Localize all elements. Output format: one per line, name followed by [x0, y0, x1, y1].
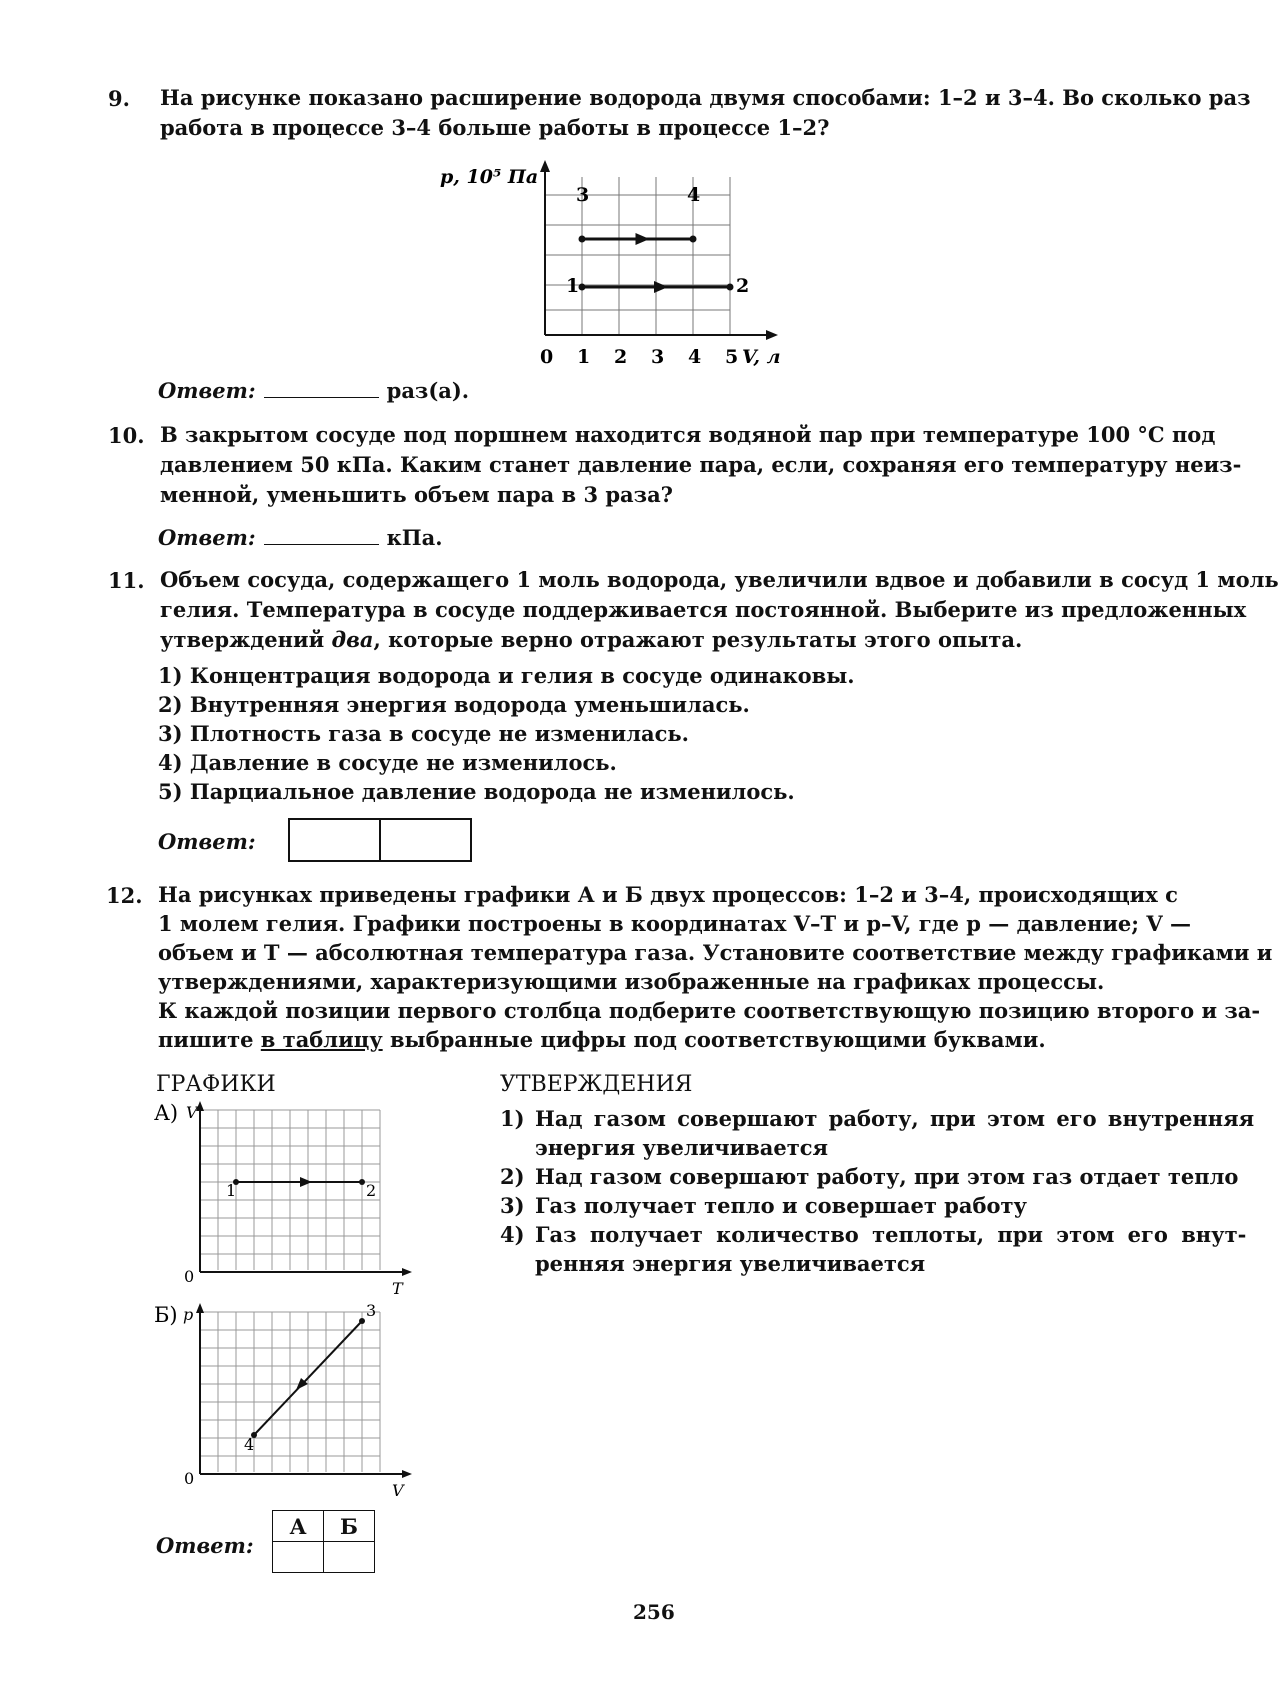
q12-graph-a-point-2: [359, 1179, 365, 1185]
q12-graph-b-x-arrow: [402, 1470, 412, 1478]
q12-graph-b-grid: [200, 1312, 380, 1472]
q12-line-4: утверждениями, характеризующими изображенные на графиках процессы.: [158, 969, 1105, 994]
q12-line-6-underlined: в таблицу: [260, 1027, 383, 1052]
q12-graphs-header: ГРАФИКИ: [156, 1072, 276, 1097]
q11-option-4: 4) Давление в сосуде не изменилось.: [158, 750, 617, 775]
q12-statement-3-line-1: Газ получает тепло и совершает работу: [535, 1193, 1027, 1218]
q12-statement-2-line-1: Над газом совершают работу, при этом газ отдает тепло: [535, 1164, 1239, 1189]
q12-line-2: 1 молем гелия. Графики построены в координатах V–T и p–V, где p — давление; V —: [158, 911, 1191, 936]
q9-line-1: На рисунке показано расширение водорода двумя способами: 1–2 и 3–4. Во сколько раз: [160, 85, 1251, 110]
q11-answer-box-2[interactable]: [379, 818, 472, 862]
q11-answer-label: Ответ:: [158, 829, 256, 854]
q12-statements-header: УТВЕРЖДЕНИЯ: [500, 1072, 693, 1097]
q9-ylabel: p, 10⁵ Па: [440, 166, 539, 188]
q10-line-2: давлением 50 кПа. Каким станет давление пара, если, сохраняя его температуру неиз-: [160, 452, 1242, 477]
q12-graph-a-process-arrow: [300, 1177, 312, 1187]
q12-line-3: объем и T — абсолютная температура газа. Установите соответствие между графиками и: [158, 940, 1273, 965]
q9-process-arrow-2: [636, 233, 650, 245]
q11-line-3-a: утверждений: [160, 627, 332, 652]
q10-answer: [158, 525, 443, 550]
q11-answer-box-1[interactable]: [288, 818, 381, 862]
q9-answer-blank[interactable]: [264, 396, 379, 398]
q12-statement-1-line-2: энергия увеличивается: [535, 1135, 829, 1160]
q10-number: 10.: [108, 423, 145, 448]
q12-graph-b-label-4: 4: [244, 1435, 255, 1454]
q9-tick-1: 1: [577, 346, 591, 368]
q9-point-label-4: 4: [687, 184, 701, 206]
q12-line-6-b: выбранные цифры под соответствующими буквами.: [382, 1027, 1046, 1052]
q9-process-arrow-1: [654, 281, 668, 293]
q12-statement-1-number: 1): [500, 1106, 525, 1131]
q12-graph-a-x-arrow: [402, 1268, 412, 1276]
q12-statement-4-line-1: Газ получает количество теплоты, при этом его внут-: [535, 1222, 1247, 1247]
q11-line-3-b: , которые верно отражают результаты этого опыта.: [373, 627, 1023, 652]
q12-line-1: На рисунках приведены графики А и Б двух процессов: 1–2 и 3–4, происходящих с: [158, 882, 1178, 907]
q9-tick-4: 4: [688, 346, 702, 368]
q9-point-label-2: 2: [736, 275, 750, 297]
q9-pv-graph: [440, 155, 850, 370]
q12-answer-header-a: А: [273, 1511, 324, 1542]
q9-tick-5: 5: [725, 346, 739, 368]
q9-point-2-1: [579, 236, 586, 243]
q11-number: 11.: [108, 568, 145, 593]
q9-answer-unit: раз(а).: [386, 378, 470, 403]
q11-option-5: 5) Парциальное давление водорода не изменилось.: [158, 779, 795, 804]
q12-line-6: [158, 1025, 1215, 1054]
q12-graph-b-y-arrow: [196, 1303, 204, 1313]
q12-answer-input-row: [273, 1542, 375, 1573]
q9-point-2-2: [690, 236, 697, 243]
q9-tick-0: 0: [540, 346, 554, 368]
q10-text: [160, 420, 1242, 510]
q12-answer-cell-b[interactable]: [324, 1542, 375, 1573]
q12-answer-header-b: Б: [324, 1511, 375, 1542]
q12-line-6-a: пишите: [158, 1027, 261, 1052]
q12-graph-b-origin: 0: [184, 1469, 195, 1488]
q9-point-label-3: 3: [576, 184, 590, 206]
q10-line-1: В закрытом сосуде под поршнем находится водяной пар при температуре 100 °С под: [160, 422, 1216, 447]
q12-graph-b-letter: Б): [154, 1303, 178, 1327]
q12-graph-a-xlabel: T: [392, 1279, 403, 1298]
q12-graph-a-ylabel: V: [186, 1103, 198, 1122]
q12-graph-a-label-1: 1: [226, 1181, 237, 1200]
q9-point-1-2: [727, 284, 734, 291]
q12-line-5: К каждой позиции первого столбца подберите соответствующую позицию второго и за-: [158, 998, 1261, 1023]
q11-line-3: [160, 625, 1215, 655]
q12-answer-header-row: [273, 1511, 375, 1542]
q9-y-arrow: [540, 160, 550, 172]
q12-text: [158, 880, 1273, 1054]
q9-answer-label: Ответ:: [158, 378, 256, 403]
q10-line-3: менной, уменьшить объем пара в 3 раза?: [160, 482, 673, 507]
q12-answer-table: [272, 1510, 375, 1573]
q12-statement-4-number: 4): [500, 1222, 525, 1247]
q11-line-3-emphasis: два: [331, 627, 374, 652]
q9-line-2: работа в процессе 3–4 больше работы в процессе 1–2?: [160, 115, 830, 140]
q12-graph-a-label-2: 2: [366, 1181, 377, 1200]
q12-graph-a-letter: А): [154, 1101, 179, 1125]
q10-answer-unit: кПа.: [386, 525, 443, 550]
q9-x-arrow: [766, 330, 778, 340]
q11-option-1: 1) Концентрация водорода и гелия в сосуде одинаковы.: [158, 663, 855, 688]
q12-graph-b-xlabel: V: [392, 1481, 404, 1500]
q9-tick-2: 2: [614, 346, 628, 368]
page-number: 256: [633, 1600, 675, 1624]
q11-line-1: Объем сосуда, содержащего 1 моль водорода, увеличили вдвое и добавили в сосуд 1 моль: [160, 567, 1279, 592]
q9-xlabel: V, л: [742, 346, 781, 368]
q11-option-3: 3) Плотность газа в сосуде не изменилась.: [158, 721, 689, 746]
q12-statement-3-number: 3): [500, 1193, 525, 1218]
q9-tick-3: 3: [651, 346, 665, 368]
q9-point-1-1: [579, 284, 586, 291]
q12-statement-2-number: 2): [500, 1164, 525, 1189]
q11-option-2: 2) Внутренняя энергия водорода уменьшилась.: [158, 692, 750, 717]
q12-graph-a-origin: 0: [184, 1267, 195, 1286]
q12-answer-label: Ответ:: [156, 1533, 254, 1558]
q12-answer-cell-a[interactable]: [273, 1542, 324, 1573]
q9-grid: [545, 177, 730, 335]
q12-graph-a: [150, 1098, 430, 1298]
q11-text: [160, 565, 1279, 655]
q12-statement-4-line-2: ренняя энергия увеличивается: [535, 1251, 926, 1276]
q12-number: 12.: [106, 883, 143, 908]
q12-graph-b-label-3: 3: [366, 1301, 377, 1320]
q9-answer: [158, 378, 469, 403]
q9-text: [160, 83, 1251, 143]
q12-graph-b-ylabel: p: [183, 1305, 194, 1324]
q12-graph-b-point-3: [359, 1318, 365, 1324]
q9-number: 9.: [108, 86, 130, 111]
q10-answer-blank[interactable]: [264, 543, 379, 545]
q10-answer-label: Ответ:: [158, 525, 256, 550]
q11-line-2: гелия. Температура в сосуде поддерживается постоянной. Выберите из предложенных: [160, 597, 1247, 622]
q9-point-label-1: 1: [566, 275, 580, 297]
q12-graph-b: [150, 1300, 430, 1500]
q12-statement-1-line-1: Над газом совершают работу, при этом его внутренняя: [535, 1106, 1255, 1131]
